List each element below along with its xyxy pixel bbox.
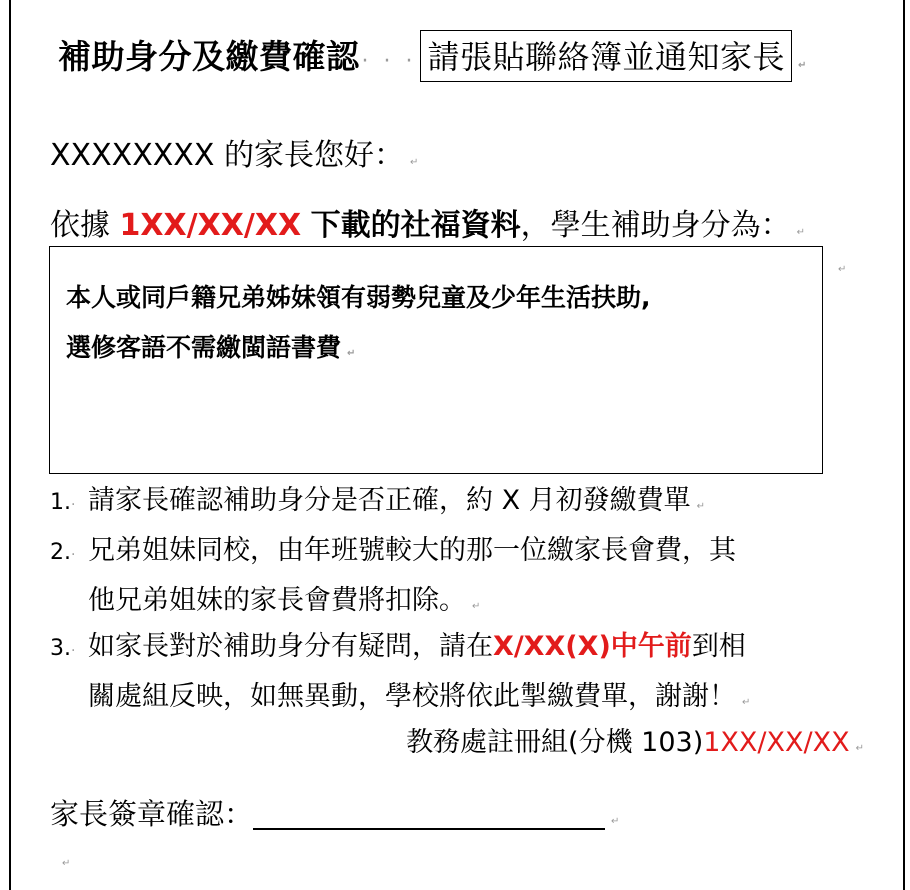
basis-bold-text: 下載的社福資料	[310, 208, 521, 243]
list-number: 3.·	[50, 636, 76, 661]
title-row	[58, 30, 807, 82]
greeting-text: XXXXXXXX 的家長您好：	[50, 138, 404, 173]
download-date: 1XX/XX/XX	[119, 208, 302, 243]
list-number: 1.·	[50, 490, 76, 515]
page-left-border	[9, 0, 11, 890]
status-line-2: 選修客語不需繳閩語書費	[66, 333, 342, 362]
signoff	[406, 718, 864, 774]
document-title: 補助身分及繳費確認	[58, 37, 360, 76]
paragraph-mark-icon: ↵	[838, 264, 847, 275]
subsidy-status-box	[49, 246, 823, 474]
paragraph-mark-icon: ↵	[611, 816, 620, 827]
paragraph-mark-icon: ↵	[797, 60, 807, 71]
paragraph-mark-icon: ↵	[62, 858, 71, 869]
signature-line[interactable]	[253, 798, 605, 830]
list-item-text: 如家長對於補助身分有疑問，請在	[88, 631, 493, 662]
list-item-text: 請家長確認補助身分是否正確，約 X 月初發繳費單	[88, 485, 691, 516]
office-name: 教務處註冊組(分機 103)	[406, 727, 704, 758]
paragraph-mark-icon: ↵	[347, 348, 356, 359]
list-item-text: 他兄弟姐妹的家長會費將扣除。	[88, 585, 466, 616]
basis-line	[50, 200, 805, 244]
list-item	[50, 622, 750, 728]
title-dots: · · ·	[361, 49, 417, 74]
list-item	[50, 526, 736, 632]
paragraph-mark-icon: ↵	[409, 157, 419, 168]
status-line-1: 本人或同戶籍兄弟姊妹領有弱勢兒童及少年生活扶助,	[66, 283, 651, 312]
subsidy-status-text	[66, 273, 651, 379]
list-item-text: 兄弟姐妹同校，由年班號較大的那一位繳家長會費，其	[88, 535, 736, 566]
list-item-text: 到相	[691, 631, 746, 662]
greeting	[50, 130, 418, 174]
paragraph-mark-icon: ↵	[855, 743, 864, 754]
list-item	[50, 476, 705, 532]
paragraph-mark-icon: ↵	[696, 501, 706, 512]
list-item-text: 關處組反映，如無異動，學校將依此掣繳費單，謝謝！	[88, 681, 736, 712]
paragraph-mark-icon: ↵	[796, 227, 806, 238]
paragraph-mark-icon: ↵	[472, 601, 481, 612]
boxed-note: 請張貼聯絡簿並通知家長	[420, 30, 792, 82]
list-number: 2.·	[50, 540, 76, 565]
basis-prefix: 依據	[50, 208, 110, 243]
signoff-date: 1XX/XX/XX	[703, 727, 850, 758]
paragraph-mark-icon: ↵	[742, 697, 751, 708]
page-right-border	[903, 0, 905, 890]
reply-deadline: X/XX(X)中午前	[493, 631, 692, 662]
signature-row	[50, 792, 619, 833]
signature-label: 家長簽章確認：	[50, 797, 254, 831]
basis-suffix: ，學生補助身分為：	[520, 208, 791, 243]
